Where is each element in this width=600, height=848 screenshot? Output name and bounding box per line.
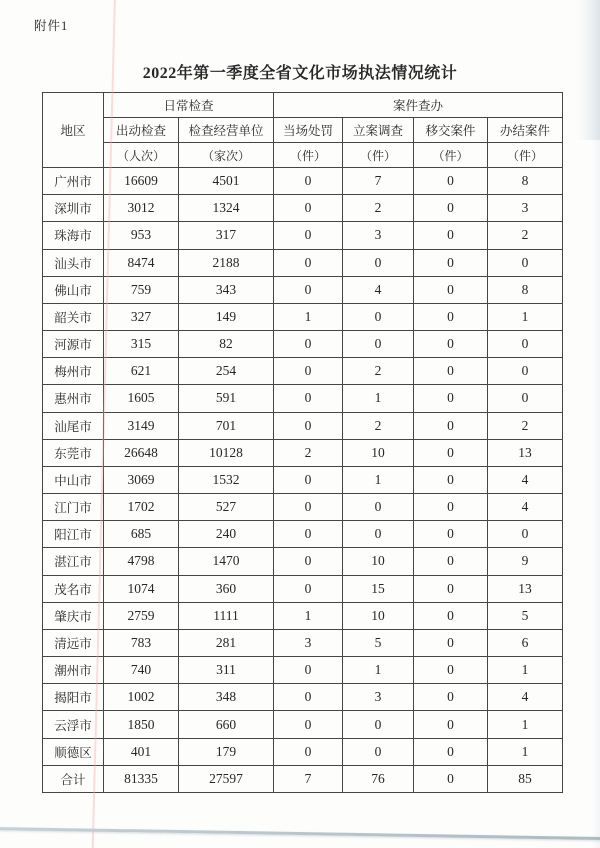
document-title: 2022年第一季度全省文化市场执法情况统计 — [142, 65, 458, 82]
value-cell: 0 — [414, 711, 488, 738]
value-cell: 9 — [488, 548, 563, 575]
value-cell: 0 — [343, 494, 414, 521]
header-unit-person-times: （人次） — [104, 143, 179, 168]
value-cell: 6 — [488, 629, 563, 656]
table-row — [43, 439, 563, 466]
value-cell: 0 — [488, 385, 563, 412]
value-cell: 0 — [414, 303, 488, 330]
value-cell: 0 — [414, 249, 488, 276]
value-cell: 0 — [274, 738, 343, 765]
header-region: 地区 — [43, 93, 104, 168]
table-row — [43, 331, 563, 358]
value-cell: 0 — [274, 276, 343, 303]
value-cell: 0 — [274, 385, 343, 412]
value-cell: 360 — [179, 575, 274, 602]
value-cell: 4 — [488, 466, 563, 493]
table-row — [43, 657, 563, 684]
header-unit-cases-3: （件） — [414, 143, 488, 168]
table-row — [43, 358, 563, 385]
value-cell: 0 — [414, 521, 488, 548]
value-cell: 0 — [274, 684, 343, 711]
value-cell: 3012 — [104, 195, 179, 222]
value-cell: 149 — [179, 303, 274, 330]
value-cell: 27597 — [179, 765, 274, 792]
header-unit-establishment-times: （家次） — [179, 143, 274, 168]
value-cell: 621 — [104, 358, 179, 385]
value-cell: 311 — [179, 657, 274, 684]
header-group-daily-inspection: 日常检查 — [104, 93, 274, 118]
table-row — [43, 222, 563, 249]
value-cell: 1 — [488, 657, 563, 684]
region-cell: 清远市 — [43, 629, 104, 656]
value-cell: 1 — [343, 466, 414, 493]
value-cell: 0 — [414, 466, 488, 493]
value-cell: 1 — [274, 303, 343, 330]
value-cell: 3 — [343, 684, 414, 711]
value-cell: 10 — [343, 548, 414, 575]
table-row — [43, 276, 563, 303]
value-cell: 759 — [104, 276, 179, 303]
header-unit-cases-1: （件） — [274, 143, 343, 168]
value-cell: 0 — [274, 466, 343, 493]
value-cell: 0 — [414, 439, 488, 466]
value-cell: 0 — [414, 629, 488, 656]
value-cell: 0 — [414, 412, 488, 439]
value-cell: 7 — [343, 168, 414, 195]
value-cell: 0 — [414, 657, 488, 684]
value-cell: 0 — [414, 195, 488, 222]
value-cell: 0 — [343, 738, 414, 765]
table-row — [43, 521, 563, 548]
value-cell: 179 — [179, 738, 274, 765]
header-col-onsite-penalties: 当场处罚 — [274, 118, 343, 143]
value-cell: 81335 — [104, 765, 179, 792]
value-cell: 1850 — [104, 711, 179, 738]
value-cell: 4 — [488, 494, 563, 521]
scan-right-edge-shade — [592, 0, 600, 848]
value-cell: 348 — [179, 684, 274, 711]
region-cell: 汕头市 — [43, 249, 104, 276]
value-cell: 254 — [179, 358, 274, 385]
value-cell: 2 — [488, 222, 563, 249]
value-cell: 13 — [488, 575, 563, 602]
table-row — [43, 711, 563, 738]
value-cell: 1 — [343, 657, 414, 684]
value-cell: 8 — [488, 168, 563, 195]
region-cell: 揭阳市 — [43, 684, 104, 711]
value-cell: 82 — [179, 331, 274, 358]
value-cell: 1 — [488, 711, 563, 738]
scan-page-edge-shadow — [0, 827, 600, 840]
value-cell: 401 — [104, 738, 179, 765]
value-cell: 0 — [488, 249, 563, 276]
value-cell: 0 — [414, 548, 488, 575]
region-cell: 中山市 — [43, 466, 104, 493]
region-cell: 汕尾市 — [43, 412, 104, 439]
value-cell: 1324 — [179, 195, 274, 222]
value-cell: 4 — [343, 276, 414, 303]
value-cell: 3 — [274, 629, 343, 656]
value-cell: 0 — [343, 521, 414, 548]
value-cell: 2 — [488, 412, 563, 439]
table-row — [43, 602, 563, 629]
header-col-cases-transferred: 移交案件 — [414, 118, 488, 143]
value-cell: 685 — [104, 521, 179, 548]
value-cell: 240 — [179, 521, 274, 548]
value-cell: 660 — [179, 711, 274, 738]
value-cell: 2 — [343, 412, 414, 439]
value-cell: 0 — [274, 222, 343, 249]
table-header — [43, 93, 563, 168]
value-cell: 1 — [488, 738, 563, 765]
table-row — [43, 195, 563, 222]
value-cell: 1532 — [179, 466, 274, 493]
region-cell: 顺德区 — [43, 738, 104, 765]
value-cell: 5 — [488, 602, 563, 629]
value-cell: 281 — [179, 629, 274, 656]
table-row — [43, 629, 563, 656]
value-cell: 0 — [414, 494, 488, 521]
value-cell: 701 — [179, 412, 274, 439]
value-cell: 1002 — [104, 684, 179, 711]
value-cell: 0 — [343, 303, 414, 330]
header-group-case-handling: 案件查办 — [274, 93, 563, 118]
value-cell: 0 — [274, 195, 343, 222]
region-cell: 深圳市 — [43, 195, 104, 222]
region-cell: 珠海市 — [43, 222, 104, 249]
value-cell: 1 — [274, 602, 343, 629]
value-cell: 343 — [179, 276, 274, 303]
value-cell: 0 — [343, 249, 414, 276]
region-cell: 韶关市 — [43, 303, 104, 330]
table-row — [43, 738, 563, 765]
value-cell: 0 — [488, 331, 563, 358]
value-cell: 16609 — [104, 168, 179, 195]
value-cell: 0 — [274, 575, 343, 602]
value-cell: 0 — [274, 249, 343, 276]
value-cell: 0 — [274, 521, 343, 548]
header-col-units-inspected: 检查经营单位 — [179, 118, 274, 143]
value-cell: 8474 — [104, 249, 179, 276]
value-cell: 953 — [104, 222, 179, 249]
value-cell: 8 — [488, 276, 563, 303]
value-cell: 591 — [179, 385, 274, 412]
value-cell: 0 — [414, 738, 488, 765]
header-unit-cases-4: （件） — [488, 143, 563, 168]
value-cell: 26648 — [104, 439, 179, 466]
value-cell: 0 — [274, 548, 343, 575]
table-row — [43, 494, 563, 521]
value-cell: 2 — [343, 195, 414, 222]
region-cell: 茂名市 — [43, 575, 104, 602]
value-cell: 3149 — [104, 412, 179, 439]
value-cell: 527 — [179, 494, 274, 521]
region-cell: 河源市 — [43, 331, 104, 358]
value-cell: 0 — [414, 602, 488, 629]
value-cell: 1 — [488, 303, 563, 330]
value-cell: 4501 — [179, 168, 274, 195]
value-cell: 0 — [488, 358, 563, 385]
value-cell: 0 — [274, 657, 343, 684]
value-cell: 783 — [104, 629, 179, 656]
region-cell: 潮州市 — [43, 657, 104, 684]
value-cell: 10 — [343, 602, 414, 629]
header-col-cases-filed: 立案调查 — [343, 118, 414, 143]
value-cell: 0 — [414, 684, 488, 711]
table-row — [43, 249, 563, 276]
value-cell: 0 — [488, 521, 563, 548]
value-cell: 0 — [274, 711, 343, 738]
value-cell: 1 — [343, 385, 414, 412]
value-cell: 327 — [104, 303, 179, 330]
value-cell: 740 — [104, 657, 179, 684]
table-body — [43, 168, 563, 793]
region-cell: 阳江市 — [43, 521, 104, 548]
value-cell: 5 — [343, 629, 414, 656]
value-cell: 1605 — [104, 385, 179, 412]
value-cell: 0 — [414, 276, 488, 303]
header-unit-cases-2: （件） — [343, 143, 414, 168]
value-cell: 0 — [274, 331, 343, 358]
table-row — [43, 385, 563, 412]
value-cell: 3 — [343, 222, 414, 249]
statistics-table — [42, 92, 563, 793]
region-cell: 肇庆市 — [43, 602, 104, 629]
region-cell: 合计 — [43, 765, 104, 792]
value-cell: 0 — [343, 331, 414, 358]
value-cell: 76 — [343, 765, 414, 792]
value-cell: 0 — [414, 765, 488, 792]
table-row — [43, 684, 563, 711]
value-cell: 317 — [179, 222, 274, 249]
region-cell: 东莞市 — [43, 439, 104, 466]
region-cell: 云浮市 — [43, 711, 104, 738]
value-cell: 85 — [488, 765, 563, 792]
value-cell: 1470 — [179, 548, 274, 575]
region-cell: 广州市 — [43, 168, 104, 195]
value-cell: 2759 — [104, 602, 179, 629]
value-cell: 3 — [488, 195, 563, 222]
value-cell: 10128 — [179, 439, 274, 466]
table-row — [43, 168, 563, 195]
table-row — [43, 575, 563, 602]
table-row-total — [43, 765, 563, 792]
value-cell: 13 — [488, 439, 563, 466]
value-cell: 4 — [488, 684, 563, 711]
value-cell: 3069 — [104, 466, 179, 493]
value-cell: 0 — [414, 358, 488, 385]
table-row — [43, 548, 563, 575]
value-cell: 1111 — [179, 602, 274, 629]
header-col-cases-closed: 办结案件 — [488, 118, 563, 143]
table-row — [43, 303, 563, 330]
value-cell: 0 — [274, 358, 343, 385]
value-cell: 0 — [414, 331, 488, 358]
header-col-inspections-dispatched: 出动检查 — [104, 118, 179, 143]
table-row — [43, 412, 563, 439]
value-cell: 10 — [343, 439, 414, 466]
table-row — [43, 466, 563, 493]
value-cell: 0 — [414, 575, 488, 602]
value-cell: 0 — [414, 385, 488, 412]
value-cell: 2188 — [179, 249, 274, 276]
value-cell: 4798 — [104, 548, 179, 575]
region-cell: 湛江市 — [43, 548, 104, 575]
value-cell: 0 — [274, 412, 343, 439]
region-cell: 惠州市 — [43, 385, 104, 412]
value-cell: 15 — [343, 575, 414, 602]
value-cell: 2 — [343, 358, 414, 385]
value-cell: 0 — [274, 494, 343, 521]
region-cell: 江门市 — [43, 494, 104, 521]
value-cell: 1702 — [104, 494, 179, 521]
value-cell: 7 — [274, 765, 343, 792]
value-cell: 0 — [343, 711, 414, 738]
value-cell: 2 — [274, 439, 343, 466]
value-cell: 315 — [104, 331, 179, 358]
value-cell: 0 — [414, 222, 488, 249]
value-cell: 0 — [414, 168, 488, 195]
attachment-label: 附件1 — [34, 19, 69, 33]
value-cell: 1074 — [104, 575, 179, 602]
region-cell: 梅州市 — [43, 358, 104, 385]
region-cell: 佛山市 — [43, 276, 104, 303]
value-cell: 0 — [274, 168, 343, 195]
